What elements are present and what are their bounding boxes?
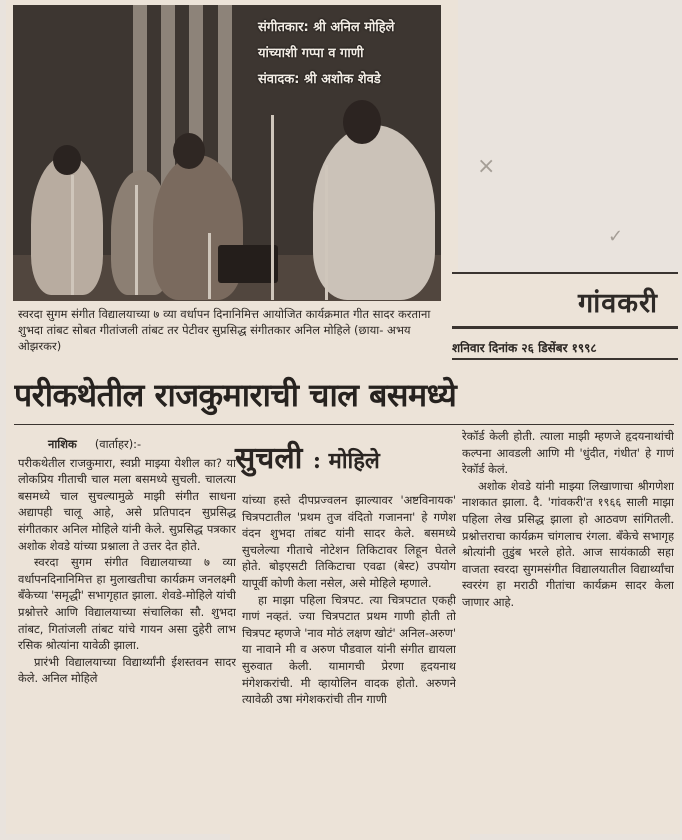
microphone-stand <box>71 175 74 295</box>
headline: परीकथेतील राजकुमाराची चाल बसमध्ये <box>14 376 457 414</box>
article-column-3 <box>462 428 674 684</box>
newspaper-name: गांवकरी <box>578 287 658 319</box>
microphone-stand <box>325 165 328 300</box>
banner-line: संवादक: श्री अशोक शेवडे <box>258 72 381 87</box>
dateline-place <box>18 436 236 453</box>
paragraph: हा माझा पहिला चित्रपट. त्या चित्रपटात एकही गाणं नव्हतं. ज्या चित्रपटात प्रथम गाणी होती तो चित्रपट म्हणजे 'नाव मोठं लक्षण खोटं' अनिल-अरुण' या नावाने मी व अरुण पौडवाल यांनी संगीत द्यायला सुरुवात केली. यामागची प्रेरणा हृदयनाथ मंगेशकरांची. मी व्हायोलिन वादक होतो. अरुणने त्यावेळी उषा मंगेशकरांची तीन गाणी <box>242 592 456 707</box>
paragraph: यांच्या हस्ते दीपप्रज्वलन झाल्यावर 'अष्टविनायक' चित्रपटातील 'प्रथम तुज वंदितो गजानना' हे गणेश वंदन शुभदा तांबट यांनी सादर केले. बसमध्ये सुचलेल्या गीताचे नोटेशन तिकिटावर लिहून घेतले होते. बोइएसटी तिकिटाचा एवढा (बेस्ट) उपयोग यापूर्वी कोणी केला नसेल, असे मोहिले म्हणाले. <box>242 493 456 590</box>
dateline: शनिवार दिनांक २६ डिसेंबर १९९८ <box>452 341 597 355</box>
agency: (वार्ताहर):- <box>94 437 142 451</box>
masthead-rule-bottom <box>452 326 678 329</box>
pencil-mark: × <box>477 154 496 179</box>
article-column-2 <box>242 492 456 836</box>
banner-line: यांच्याशी गप्पा व गाणी <box>258 46 364 61</box>
singer-figure <box>53 145 81 175</box>
paragraph: परीकथेतील राजकुमारा, स्वप्नी माझ्या येशील का? या लोकप्रिय गीताची चाल मला बसमध्ये सुचली. चालत्या बसमध्ये चाल सुचल्यामुळे माझी संगीत साधना अद्यापही चालू आहे, असे प्रतिपादन सुप्रसिद्ध संगीतकार अनिल मोहिले यांनी केले. सुप्रसिद्ध पत्रकार अशोक शेवडे यांच्या प्रश्नाला ते उत्तर देत होते. <box>18 455 236 553</box>
photo-banner <box>258 17 438 95</box>
masthead-rule-top <box>452 272 678 274</box>
microphone-stand <box>271 115 274 300</box>
pencil-mark: ✓ <box>608 226 624 247</box>
subheadline <box>235 436 455 477</box>
musician-figure <box>313 125 435 300</box>
place: नाशिक <box>48 437 77 451</box>
news-photo <box>13 5 441 301</box>
paragraph: अशोक शेवडे यांनी माझ्या लिखाणाचा श्रीगणेशा नाशकात झाला. दै. 'गांवकरी'त १९६६ साली माझा पहिला लेख प्रसिद्ध झाला हो आठवण सांगितली. प्रश्नोत्तराचा कार्यक्रम चांगलाच रंगला. बँकेचे सभागृह श्रोत्यांनी तुडुंब भरले होते. आज सायंकाळी सहा वाजता स्वरदा सुगमसंगीत विद्यालयातील विद्यार्थ्यांचा स्वररंग हा मराठी गीतांचा कार्यक्रम सादर केला जाणार आहे. <box>462 478 674 609</box>
microphone-stand <box>135 185 138 295</box>
singer-figure <box>173 133 205 169</box>
paragraph: प्रारंभी विद्यालयाच्या विद्यार्थ्यांनी ईशस्तवन सादर केले. अनिल मोहिले <box>18 654 236 686</box>
banner-line: संगीतकार: श्री अनिल मोहिले <box>258 20 395 35</box>
headline-rule <box>14 424 674 425</box>
paragraph: रेकॉर्ड केली होती. त्याला माझी म्हणजे हृदयनाथांची कल्पना आवडली आणि मी 'धुंदीत, गंधीत' हे गाणं रेकॉर्ड केलं. <box>462 429 674 477</box>
subhead-byline: : मोहिले <box>312 448 380 474</box>
subhead-main: सुचली <box>235 441 303 476</box>
photo-caption: स्वरदा सुगम संगीत विद्यालयाच्या ७ व्या वर्धापन दिनानिमित्त आयोजित कार्यक्रमात गीत सादर करताना शुभदा तांबट सोबत गीतांजली तांबट तर पेटीवर सुप्रसिद्ध संगीतकार अनिल मोहिले (छाया- अभय ओझरकर) <box>18 307 431 353</box>
microphone-stand <box>208 233 211 299</box>
musician-figure <box>343 100 381 144</box>
harmonium <box>218 245 278 283</box>
paragraph: स्वरदा सुगम संगीत विद्यालयाच्या ७ व्या वर्धापनदिनानिमित्त हा मुलाखतीचा कार्यक्रम जनलक्ष्मी बँकेच्या 'समृद्धी' सभागृहात झाला. शेवडे-मोहिले यांची प्रश्नोत्तरे आणि विद्यालयाच्या संचालिका सौ. शुभदा तांबट, गितांजली तांबट यांचे गायन असा दुहेरी लाभ रसिक श्रोत्यांना यावेळी झाला. <box>18 555 236 653</box>
dateline-rule <box>452 358 678 360</box>
article-column-1 <box>18 436 236 838</box>
singer-figure <box>31 155 103 295</box>
